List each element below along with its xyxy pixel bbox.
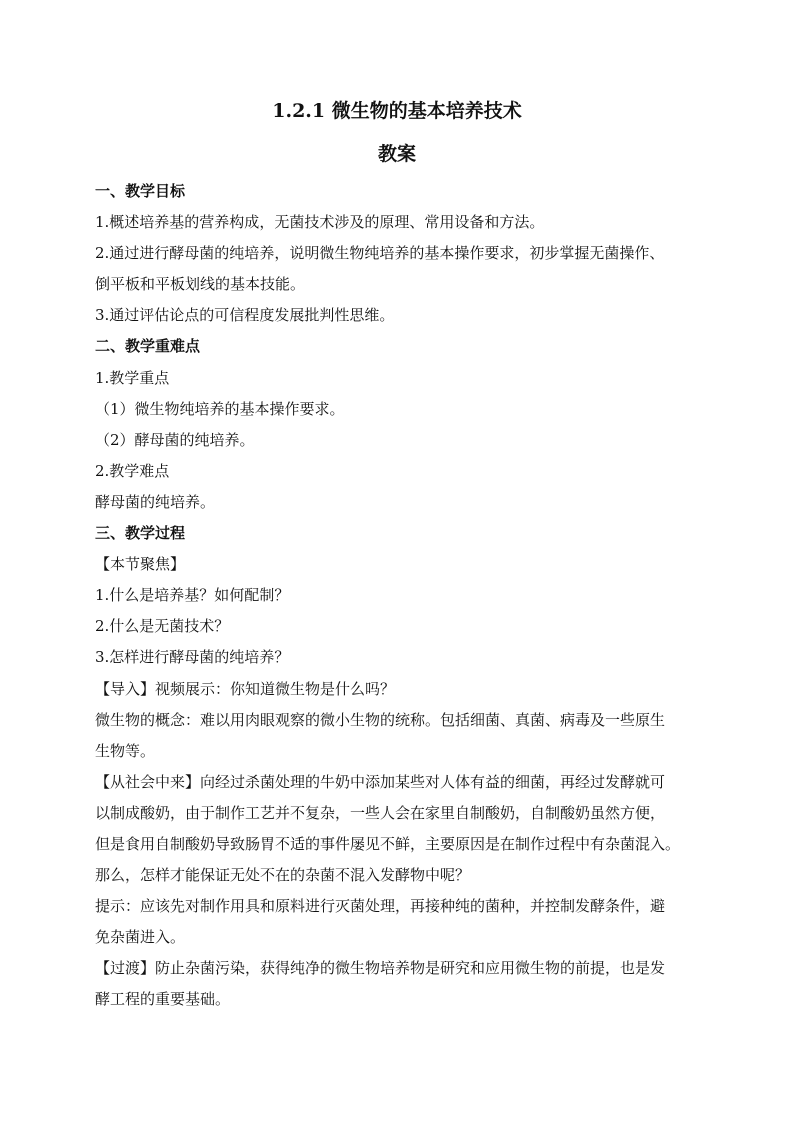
society-line: 但是食用自制酸奶导致肠胃不适的事件屡见不鲜，主要原因是在制作过程中有杂菌混入。: [95, 834, 681, 853]
concept-line: 微生物的概念：难以用肉眼观察的微小生物的统称。包括细菌、真菌、病毒及一些原生: [95, 710, 666, 729]
society-line: 那么，怎样才能保证无处不在的杂菌不混入发酵物中呢？: [95, 866, 471, 885]
transition-line: 酵工程的重要基础。: [95, 990, 231, 1009]
focus-question: 3.怎样进行酵母菌的纯培养？: [95, 648, 290, 667]
difficulty-text: 酵母菌的纯培养。: [95, 492, 216, 511]
document-subtitle: 教案: [377, 143, 416, 165]
transition-line: 【过渡】防止杂菌污染，获得纯净的微生物培养物是研究和应用微生物的前提，也是发: [95, 959, 666, 978]
focus-tag: 【本节聚焦】: [95, 555, 186, 574]
concept-line: 生物等。: [95, 741, 156, 760]
focus-question: 1.什么是培养基？如何配制？: [95, 586, 290, 605]
key-points-label: 1.教学重点: [95, 368, 170, 387]
objective-line: 1.概述培养基的营养构成，无菌技术涉及的原理、常用设备和方法。: [95, 213, 545, 232]
intro-line: 【导入】视频展示：你知道微生物是什么吗？: [95, 679, 396, 698]
key-point-item: （2）酵母菌的纯培养。: [95, 430, 255, 449]
society-line: 【从社会中来】向经过杀菌处理的牛奶中添加某些对人体有益的细菌，再经过发酵就可: [95, 772, 666, 791]
section-heading-process: 三、教学过程: [95, 524, 186, 543]
objective-line: 2.通过进行酵母菌的纯培养，说明微生物纯培养的基本操作要求，初步掌握无菌操作、: [95, 244, 665, 263]
key-point-item: （1）微生物纯培养的基本操作要求。: [95, 399, 345, 418]
focus-question: 2.什么是无菌技术？: [95, 617, 230, 636]
hint-line: 提示：应该先对制作用具和原料进行灭菌处理，再接种纯的菌种，并控制发酵条件，避: [95, 897, 666, 916]
document-title: 1.2.1 微生物的基本培养技术: [272, 100, 522, 122]
society-line: 以制成酸奶，由于制作工艺并不复杂，一些人会在家里自制酸奶，自制酸奶虽然方便，: [95, 803, 666, 822]
section-heading-key-points: 二、教学重难点: [95, 337, 201, 356]
difficulty-label: 2.教学难点: [95, 461, 170, 480]
hint-line: 免杂菌进入。: [95, 928, 186, 947]
document-body: [95, 176, 707, 1016]
objective-line: 倒平板和平板划线的基本技能。: [95, 275, 306, 294]
section-heading-objectives: 一、教学目标: [95, 182, 186, 200]
objective-line: 3.通过评估论点的可信程度发展批判性思维。: [95, 306, 395, 325]
